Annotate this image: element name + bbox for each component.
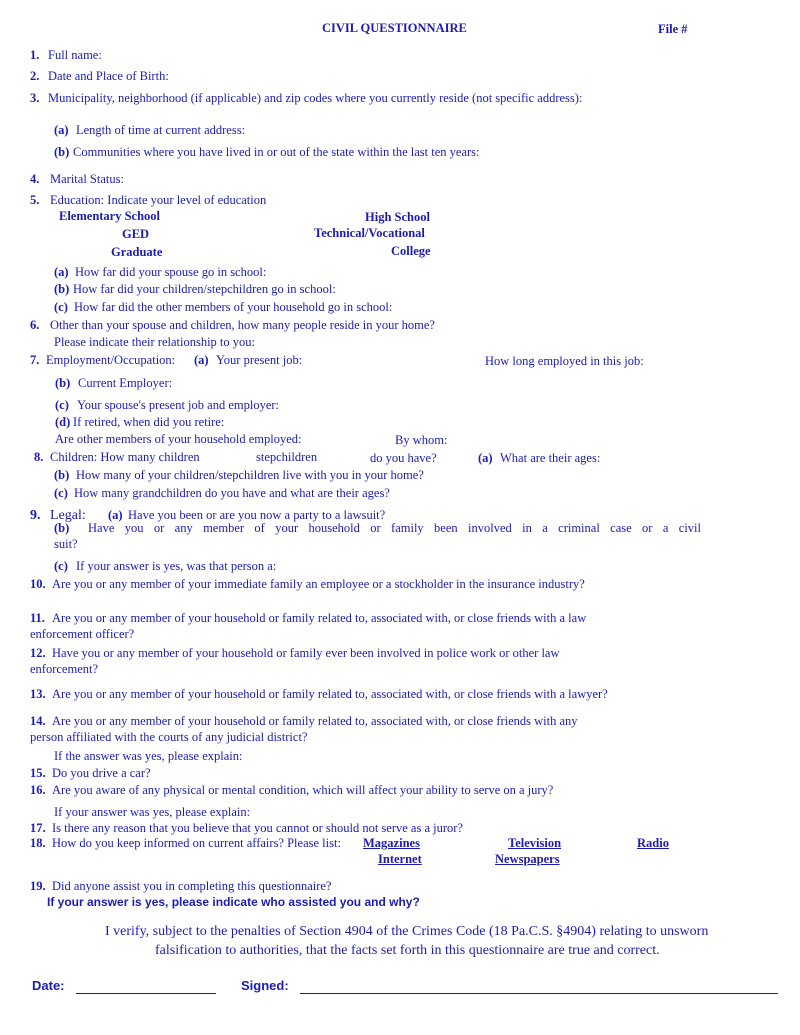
q6-text: Other than your spouse and children, how many people reside in your home? <box>50 318 435 332</box>
q3-residence: Municipality, neighborhood (if applicable) and zip codes where you currently reside (not specific address): <box>48 91 583 105</box>
q9b-label: (b) <box>54 521 70 535</box>
q14-explain: If the answer was yes, please explain: <box>54 749 243 763</box>
option-graduate: Graduate <box>111 245 163 259</box>
q8-number: 8. <box>34 450 44 464</box>
q19-number: 19. <box>30 879 46 893</box>
q9b-continuation: suit? <box>54 537 78 551</box>
date-label: Date: <box>32 978 65 993</box>
q8-do-you-have: do you have? <box>370 451 437 465</box>
q7d-text: If retired, when did you retire: <box>73 415 225 429</box>
q3-number: 3. <box>30 91 40 105</box>
q4-marital: Marital Status: <box>50 172 124 186</box>
option-high-school: High School <box>365 210 430 224</box>
q3b-label: (b) <box>54 145 70 159</box>
q5c-label: (c) <box>54 300 68 314</box>
q19-followup: If your answer is yes, please indicate who assisted you and why? <box>47 895 420 909</box>
q7b-text: Current Employer: <box>78 376 173 390</box>
q17-text: Is there any reason that you believe that you cannot or should not serve as a juror? <box>52 821 463 835</box>
q9-legal: Legal: <box>50 508 86 523</box>
q7a-label: (a) <box>194 353 209 367</box>
q14-continuation: person affiliated with the courts of any judicial district? <box>30 730 308 744</box>
q15-number: 15. <box>30 766 46 780</box>
q5c-text: How far did the other members of your household go in school: <box>74 300 393 314</box>
q12-continuation: enforcement? <box>30 662 99 676</box>
q5a-text: How far did your spouse go in school: <box>75 265 267 279</box>
option-internet: Internet <box>378 852 422 866</box>
q1-number: 1. <box>30 48 40 62</box>
q12-text: Have you or any member of your household or family ever been involved in police work or other law <box>52 646 560 660</box>
q18-number: 18. <box>30 836 46 850</box>
q9a-text: Have you been or are you now a party to a lawsuit? <box>128 508 386 522</box>
verification-line-2: falsification to authorities, that the facts set forth in this questionnaire are true and correct. <box>155 943 660 958</box>
q9c-label: (c) <box>54 559 68 573</box>
option-technical: Technical/Vocational <box>314 226 425 240</box>
q11-number: 11. <box>30 611 45 625</box>
q18-text: How do you keep informed on current affairs? Please list: <box>52 836 341 850</box>
q9-number: 9. <box>30 508 41 523</box>
option-college: College <box>391 244 431 258</box>
q13-text: Are you or any member of your household or family related to, associated with, or close friends with a lawyer? <box>52 687 608 701</box>
q7c-text: Your spouse's present job and employer: <box>77 398 280 412</box>
verification-line-1: I verify, subject to the penalties of Section 4904 of the Crimes Code (18 Pa.C.S. §4904) relating to unsworn <box>105 924 709 939</box>
q8a-label: (a) <box>478 451 493 465</box>
q7-by-whom: By whom: <box>395 433 448 447</box>
q14-text: Are you or any member of your household or family related to, associated with, or close friends with any <box>52 714 578 728</box>
q17-number: 17. <box>30 821 46 835</box>
option-ged: GED <box>122 227 150 241</box>
q8a-text: What are their ages: <box>500 451 601 465</box>
q14-number: 14. <box>30 714 46 728</box>
q13-number: 13. <box>30 687 46 701</box>
q11-text: Are you or any member of your household or family related to, associated with, or close friends with a law <box>52 611 587 625</box>
file-number-label: File # <box>658 22 688 36</box>
q5a-label: (a) <box>54 265 69 279</box>
q10-text: Are you or any member of your immediate family an employee or a stockholder in the insurance industry? <box>52 577 585 591</box>
page-title: CIVIL QUESTIONNAIRE <box>322 21 467 35</box>
q7-employment: Employment/Occupation: <box>46 353 176 367</box>
q5-education: Education: Indicate your level of education <box>50 193 267 207</box>
q8c-label: (c) <box>54 486 68 500</box>
q6-number: 6. <box>30 318 40 332</box>
q11-continuation: enforcement officer? <box>30 627 135 641</box>
signed-label: Signed: <box>241 978 289 993</box>
option-newspapers: Newspapers <box>495 852 560 866</box>
q7a-text: Your present job: <box>216 353 303 367</box>
q7c-label: (c) <box>55 398 69 412</box>
q12-number: 12. <box>30 646 46 660</box>
q16-explain: If your answer was yes, please explain: <box>54 805 251 819</box>
q7-how-long: How long employed in this job: <box>485 354 644 368</box>
q9c-text: If your answer is yes, was that person a: <box>76 559 277 573</box>
q7b-label: (b) <box>55 376 71 390</box>
q1-full-name: Full name: <box>48 48 102 62</box>
q5-number: 5. <box>30 193 40 207</box>
q3a-text: Length of time at current address: <box>76 123 246 137</box>
q8c-text: How many grandchildren do you have and what are their ages? <box>74 486 390 500</box>
q9a-label: (a) <box>108 508 123 522</box>
option-elementary: Elementary School <box>59 209 161 223</box>
q8b-label: (b) <box>54 468 70 482</box>
signature-line[interactable] <box>300 993 778 994</box>
q8-stepchildren: stepchildren <box>256 450 318 464</box>
q15-text: Do you drive a car? <box>52 766 151 780</box>
q5b-label: (b) <box>54 282 70 296</box>
q8-children: Children: How many children <box>50 450 200 464</box>
q4-number: 4. <box>30 172 40 186</box>
q3b-text: Communities where you have lived in or out of the state within the last ten years: <box>73 145 480 159</box>
option-magazines: Magazines <box>363 836 420 850</box>
q7-number: 7. <box>30 353 40 367</box>
q19-text: Did anyone assist you in completing this questionnaire? <box>52 879 332 893</box>
q16-text: Are you aware of any physical or mental condition, which will affect your ability to serve on a jury? <box>52 783 554 797</box>
q5b-text: How far did your children/stepchildren go in school: <box>73 282 336 296</box>
q2-number: 2. <box>30 69 40 83</box>
date-signature-line[interactable] <box>76 993 216 994</box>
q16-number: 16. <box>30 783 46 797</box>
option-radio: Radio <box>637 836 669 850</box>
q10-number: 10. <box>30 577 46 591</box>
q3a-label: (a) <box>54 123 69 137</box>
q7d-label: (d) <box>55 415 71 429</box>
q8b-text: How many of your children/stepchildren live with you in your home? <box>76 468 424 482</box>
q2-birth: Date and Place of Birth: <box>48 69 169 83</box>
q9b-text: Have you or any member of your household or family been involved in a criminal case or a civil <box>88 521 701 535</box>
q6-relationship: Please indicate their relationship to you: <box>54 335 255 349</box>
q7-household-employed: Are other members of your household employed: <box>55 432 302 446</box>
option-television: Television <box>508 836 562 850</box>
